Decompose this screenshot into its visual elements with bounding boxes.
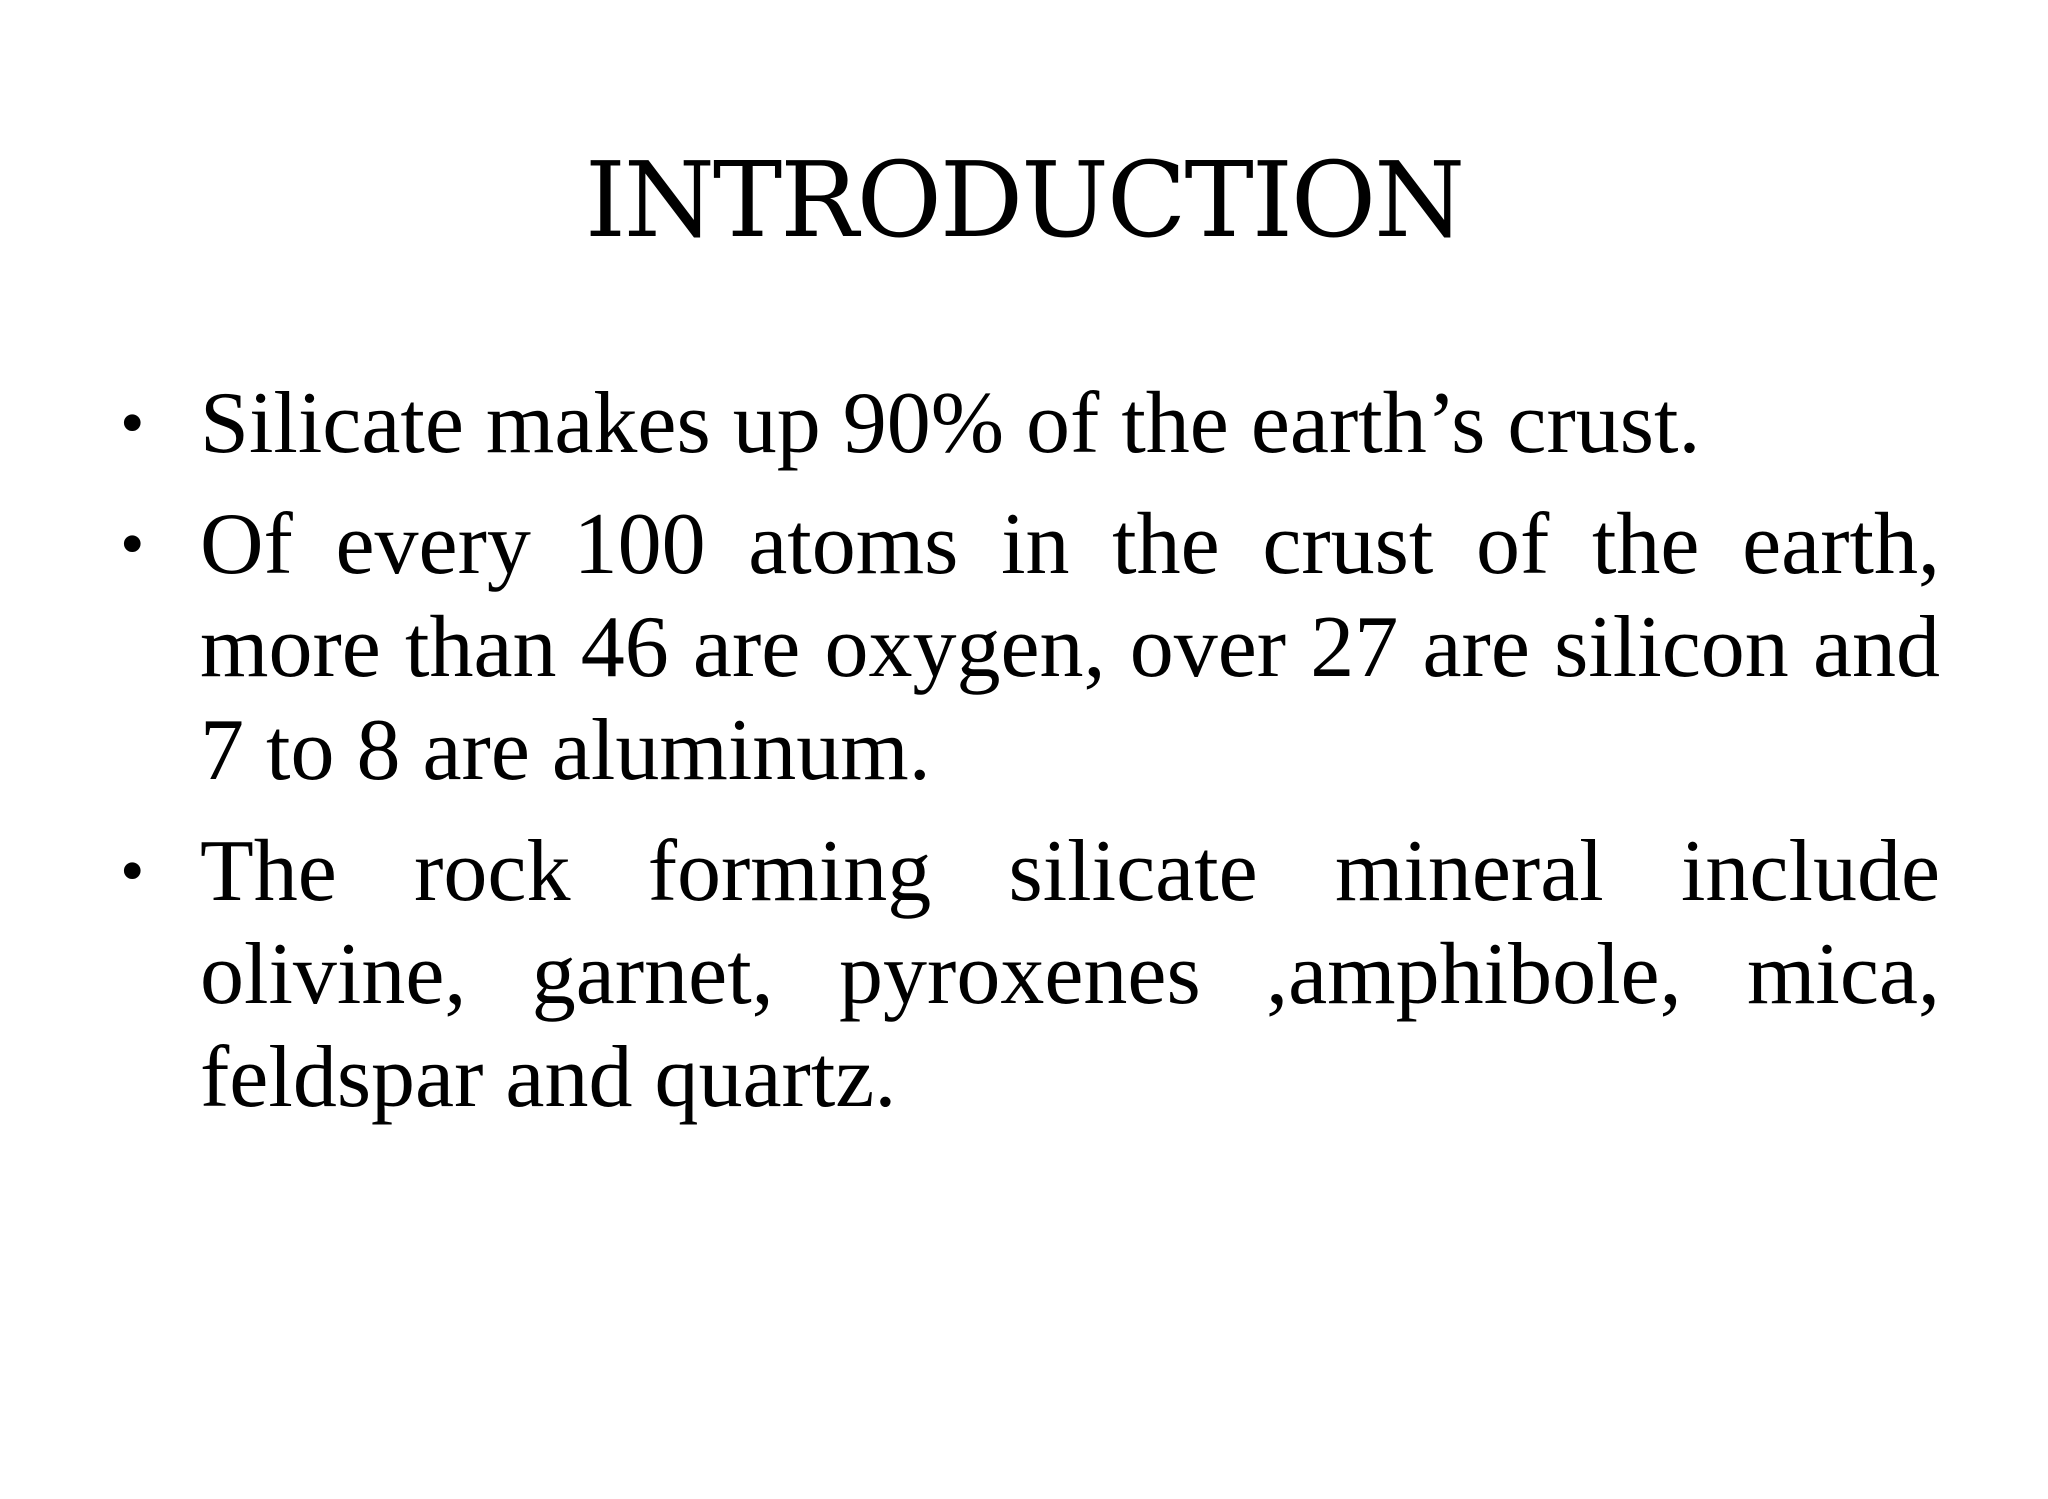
bullet-item	[120, 820, 1940, 1129]
bullet-marker: •	[120, 385, 145, 462]
bullet-item	[120, 493, 1940, 802]
bullet-text: Silicate makes up 90% of the earth’s crust.	[200, 375, 1701, 472]
bullet-marker: •	[120, 506, 145, 583]
bullet-list	[120, 372, 1940, 1129]
bullet-text: Of every 100 atoms in the crust of the earth, more than 46 are oxygen, over 27 are silicon and 7 to 8 are aluminum.	[200, 496, 1940, 799]
bullet-item	[120, 372, 1940, 475]
slide-title: INTRODUCTION	[584, 139, 1464, 261]
bullet-text: The rock forming silicate mineral include olivine, garnet, pyroxenes ,amphibole, mica, feldspar and quartz.	[200, 823, 1940, 1126]
bullet-marker: •	[120, 833, 145, 910]
